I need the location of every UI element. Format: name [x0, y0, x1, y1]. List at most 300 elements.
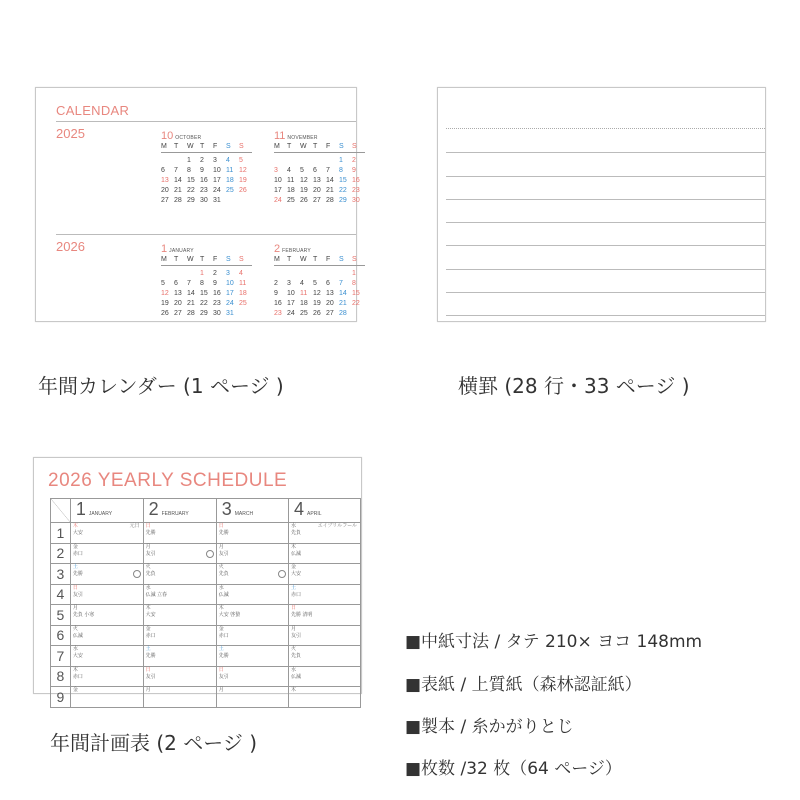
day-number: 11: [300, 290, 308, 297]
rokuyo: 赤口: [218, 632, 229, 639]
weekday-label: T: [174, 255, 187, 266]
day-number: 17: [287, 300, 295, 307]
day-cell: [216, 543, 288, 564]
month-name: APRIL: [307, 511, 322, 517]
rokuyo: 赤口: [72, 673, 83, 680]
rokuyo: 赤口: [291, 591, 302, 598]
day-number: 8: [352, 280, 356, 287]
yearly-schedule-preview: [33, 457, 362, 705]
rokuyo: 先負: [291, 653, 302, 659]
day-number: 4: [287, 167, 291, 174]
day-number: 12: [161, 290, 169, 297]
day-number: 18: [226, 177, 234, 184]
day-number: 7: [339, 280, 343, 287]
month-number: 2: [148, 499, 159, 519]
month-grid: [274, 142, 384, 205]
weekday-label: S: [352, 255, 365, 266]
day-number: 12: [300, 177, 308, 184]
rokuyo: 友引: [145, 550, 156, 557]
rokuyo: 友引: [218, 550, 229, 557]
day-number: 18: [300, 300, 308, 307]
month-grid: [161, 255, 271, 318]
rokuyo: 先負 小寒: [72, 612, 95, 618]
day-cell: [289, 646, 361, 667]
day-number: 3: [226, 270, 230, 277]
weekday: 火: [72, 625, 78, 632]
day-number: 15: [352, 290, 360, 297]
weekday: 月: [72, 605, 78, 611]
day-cell: [70, 564, 143, 585]
rokuyo: 大安 啓蟄: [218, 612, 241, 618]
weekday: 土: [72, 564, 78, 570]
weekday: 火: [218, 564, 224, 570]
day-cell: [289, 564, 361, 585]
day-number: 26: [300, 197, 308, 204]
ruled-line: [446, 269, 765, 270]
spec-pages: ■枚数 /32 枚（64 ページ）: [405, 759, 622, 779]
rokuyo: 先勝: [218, 530, 229, 536]
day-number: 23: [200, 187, 208, 194]
calendar-month: [161, 243, 271, 318]
day-number: 2: [274, 280, 278, 287]
day-cell: [70, 646, 143, 667]
day-number: 17: [226, 290, 234, 297]
day-cell: [216, 584, 288, 605]
table-row: [51, 543, 361, 564]
day-number: 20: [326, 300, 334, 307]
rokuyo: 先負: [145, 571, 156, 577]
day-cell: [216, 666, 288, 687]
rokuyo: 大安: [145, 612, 156, 618]
ruled-line: [446, 222, 765, 223]
ruled-line: [446, 176, 765, 177]
weekday-label: T: [200, 255, 213, 266]
day-number: 5: [239, 157, 243, 164]
day-number: 25: [287, 197, 295, 204]
day-number: 21: [174, 187, 182, 194]
day-number: 19: [313, 300, 321, 307]
day-number: 8: [187, 167, 191, 174]
ruled-line: [446, 292, 765, 293]
table-row: [51, 666, 361, 687]
empty-cell: [161, 156, 174, 165]
weekday-label: F: [213, 142, 226, 153]
day-cell: [216, 523, 288, 544]
day-number: 1: [187, 157, 191, 164]
weekday: 木: [145, 605, 151, 611]
day-number: 11: [239, 280, 247, 287]
weekday: 水: [291, 523, 297, 529]
day-number: 2: [200, 157, 204, 164]
month-header: [70, 499, 143, 523]
weekday-label: F: [326, 255, 339, 266]
day-number: 5: [161, 280, 165, 287]
day-number: 7: [51, 646, 71, 667]
day-number: 27: [161, 197, 169, 204]
rokuyo: 先勝 清明: [291, 612, 313, 618]
weekday-label: W: [300, 142, 313, 153]
spec-cover: ■表紙 / 上質紙（森林認証紙）: [405, 675, 642, 695]
day-number: 18: [287, 187, 295, 194]
day-cell: [216, 605, 288, 626]
table-row: [51, 584, 361, 605]
day-number: 4: [51, 584, 71, 605]
day-cell: [289, 543, 361, 564]
weekday: 水: [291, 666, 297, 673]
day-number: 3: [51, 564, 71, 585]
day-number: 1: [352, 270, 356, 277]
day-number: 16: [200, 177, 208, 184]
day-cell: [143, 543, 216, 564]
weekday: 金: [291, 564, 297, 570]
weekday-label: T: [287, 255, 300, 266]
day-number: 14: [326, 177, 334, 184]
day-cell: [70, 666, 143, 687]
rokuyo: 赤口: [72, 550, 83, 557]
weekday-label: W: [187, 255, 200, 266]
weekday-label: F: [213, 255, 226, 266]
weekday: 月: [145, 687, 151, 693]
day-number: 11: [287, 177, 295, 184]
rokuyo: 仏滅: [218, 591, 229, 598]
day-number: 10: [287, 290, 295, 297]
day-number: 23: [274, 310, 282, 317]
month-name: MARCH: [234, 511, 254, 517]
month-header: [274, 243, 384, 255]
caption-schedule: 年間計画表 (2 ページ ): [50, 731, 258, 755]
month-name: NOVEMBER: [287, 135, 318, 141]
weekday-label: S: [226, 142, 239, 153]
day-number: 4: [300, 280, 304, 287]
day-number: 5: [300, 167, 304, 174]
divider: [56, 234, 356, 235]
day-number: 25: [300, 310, 308, 317]
day-number: 1: [51, 523, 71, 544]
day-cell: [289, 687, 361, 708]
day-number: 7: [187, 280, 191, 287]
day-number: 24: [213, 187, 221, 194]
day-number: 12: [313, 290, 321, 297]
weekday-label: S: [239, 255, 252, 266]
empty-cell: [300, 269, 313, 278]
weekday-label: M: [161, 142, 174, 153]
ruled-line: [446, 315, 765, 316]
weekday-label: M: [274, 142, 287, 153]
day-number: 8: [200, 280, 204, 287]
calendar-month: [274, 130, 384, 205]
weekday-label: M: [161, 255, 174, 266]
day-number: 24: [226, 300, 234, 307]
day-cell: [216, 625, 288, 646]
day-number: 21: [187, 300, 195, 307]
day-cell: [70, 605, 143, 626]
month-name: FEBRUARY: [161, 511, 189, 517]
rokuyo: 先勝: [145, 653, 156, 659]
day-number: 6: [51, 625, 71, 646]
month-name: JANUARY: [169, 248, 194, 254]
day-number: 5: [313, 280, 317, 287]
weekday: 木: [218, 605, 224, 611]
day-cell: [143, 584, 216, 605]
divider: [56, 121, 356, 122]
day-number: 26: [161, 310, 169, 317]
day-number: 15: [200, 290, 208, 297]
weekday: 日: [145, 523, 151, 529]
day-number: 9: [352, 167, 356, 174]
day-number: 10: [226, 280, 234, 287]
weekday-label: T: [174, 142, 187, 153]
empty-cell: [161, 269, 174, 278]
month-header: [216, 499, 288, 523]
empty-cell: [300, 156, 313, 165]
day-number: 12: [239, 167, 247, 174]
day-number: 26: [313, 310, 321, 317]
ruled-line: [446, 245, 765, 246]
weekday: 日: [145, 666, 151, 673]
calendar-month: [274, 243, 384, 318]
caption-lined: 横罫 (28 行・33 ページ ): [458, 374, 690, 398]
weekday-label: S: [239, 142, 252, 153]
day-number: 5: [51, 605, 71, 626]
day-number: 28: [339, 310, 347, 317]
weekday-label: S: [339, 142, 352, 153]
calendar-year: 2025: [56, 126, 85, 141]
table-row: [51, 646, 361, 667]
month-name: FEBRUARY: [282, 248, 311, 254]
day-number: 4: [226, 157, 230, 164]
moon-phase-icon: [133, 570, 141, 578]
day-number: 6: [313, 167, 317, 174]
day-number: 6: [326, 280, 330, 287]
weekday: 土: [218, 646, 224, 652]
day-number: 6: [174, 280, 178, 287]
day-number: 13: [174, 290, 182, 297]
rokuyo: 赤口: [145, 632, 156, 639]
weekday-label: M: [274, 255, 287, 266]
weekday-label: T: [200, 142, 213, 153]
day-number: 31: [226, 310, 234, 317]
weekday-label: F: [326, 142, 339, 153]
table-row: [51, 605, 361, 626]
day-number: 20: [313, 187, 321, 194]
day-number: 22: [352, 300, 360, 307]
empty-cell: [274, 269, 287, 278]
month-header: [289, 499, 361, 523]
day-number: 8: [51, 666, 71, 687]
table-row: [51, 523, 361, 544]
day-number: 28: [187, 310, 195, 317]
day-number: 1: [200, 270, 204, 277]
month-header: [161, 130, 271, 142]
rokuyo: 先勝: [218, 653, 229, 659]
day-number: 19: [161, 300, 169, 307]
month-grid: [161, 142, 271, 205]
rokuyo: 先勝: [72, 571, 83, 577]
day-cell: [70, 687, 143, 708]
day-cell: [143, 646, 216, 667]
day-number: 15: [187, 177, 195, 184]
weekday: 土: [145, 646, 151, 652]
day-number: 26: [239, 187, 247, 194]
day-number: 27: [326, 310, 334, 317]
rokuyo: 大安: [291, 571, 302, 577]
calendar-page-preview: [35, 87, 360, 322]
day-number: 15: [339, 177, 347, 184]
day-cell: [143, 605, 216, 626]
month-header: [161, 243, 271, 255]
weekday-label: S: [339, 255, 352, 266]
rokuyo: 大安: [72, 653, 83, 659]
schedule-title: 2026 YEARLY SCHEDULE: [48, 470, 288, 491]
day-note: エイプリルフール: [317, 523, 357, 529]
empty-cell: [326, 269, 339, 278]
day-number: 22: [200, 300, 208, 307]
day-number: 16: [274, 300, 282, 307]
day-cell: [70, 543, 143, 564]
lined-page-preview: [437, 87, 766, 322]
day-number: 10: [213, 167, 221, 174]
month-number: 1: [75, 499, 86, 519]
day-note: 元日: [129, 523, 140, 529]
corner-cell: [51, 499, 71, 523]
table-row: [51, 564, 361, 585]
day-number: 14: [339, 290, 347, 297]
moon-phase-icon: [206, 550, 214, 558]
weekday: 木: [291, 543, 297, 550]
day-number: 16: [213, 290, 221, 297]
weekday: 日: [291, 605, 297, 611]
rokuyo: 仏滅 立春: [145, 591, 167, 598]
rokuyo: 大安: [72, 530, 83, 536]
day-number: 30: [200, 197, 208, 204]
rokuyo: 友引: [72, 591, 83, 598]
moon-phase-icon: [278, 570, 286, 578]
day-number: 30: [213, 310, 221, 317]
day-number: 11: [226, 167, 234, 174]
day-number: 16: [352, 177, 360, 184]
day-cell: [289, 625, 361, 646]
weekday: 金: [72, 687, 78, 693]
schedule-table: [50, 498, 361, 708]
rokuyo: 友引: [145, 673, 156, 680]
month-number: 4: [294, 499, 305, 519]
day-number: 30: [352, 197, 360, 204]
table-row: [51, 687, 361, 708]
day-number: 24: [287, 310, 295, 317]
weekday: 月: [218, 687, 224, 693]
weekday-label: W: [300, 255, 313, 266]
day-number: 17: [274, 187, 282, 194]
empty-cell: [187, 269, 200, 278]
ruled-line: [446, 128, 765, 130]
weekday-label: T: [313, 255, 326, 266]
rokuyo: 先負: [291, 530, 302, 536]
spec-size: ■中紙寸法 / タテ 210× ヨコ 148mm: [405, 632, 703, 652]
rokuyo: 先勝: [145, 530, 156, 536]
day-number: 13: [313, 177, 321, 184]
empty-cell: [287, 156, 300, 165]
month-header: [143, 499, 216, 523]
day-number: 24: [274, 197, 282, 204]
day-number: 23: [352, 187, 360, 194]
table-row: [51, 625, 361, 646]
weekday-label: S: [352, 142, 365, 153]
empty-cell: [274, 156, 287, 165]
day-cell: [289, 605, 361, 626]
empty-cell: [326, 156, 339, 165]
day-cell: [143, 523, 216, 544]
day-number: 2: [352, 157, 356, 164]
day-number: 13: [161, 177, 169, 184]
day-number: 1: [339, 157, 343, 164]
day-number: 20: [161, 187, 169, 194]
rokuyo: 仏滅: [72, 632, 83, 639]
day-number: 28: [174, 197, 182, 204]
day-number: 9: [51, 687, 71, 708]
day-number: 19: [239, 177, 247, 184]
day-number: 29: [200, 310, 208, 317]
weekday-label: T: [313, 142, 326, 153]
month-number: 2: [274, 243, 281, 255]
day-number: 25: [226, 187, 234, 194]
day-number: 21: [326, 187, 334, 194]
weekday-label: W: [187, 142, 200, 153]
day-number: 27: [174, 310, 182, 317]
day-number: 7: [174, 167, 178, 174]
day-number: 25: [239, 300, 247, 307]
day-number: 29: [339, 197, 347, 204]
day-number: 9: [200, 167, 204, 174]
ruled-line: [446, 152, 765, 153]
day-number: 23: [213, 300, 221, 307]
weekday: 木: [72, 666, 78, 673]
day-number: 19: [300, 187, 308, 194]
weekday: 金: [72, 543, 78, 550]
day-number: 29: [187, 197, 195, 204]
day-number: 21: [339, 300, 347, 307]
day-cell: [70, 584, 143, 605]
rokuyo: 先負: [218, 571, 229, 577]
weekday: 月: [291, 625, 297, 632]
empty-cell: [174, 156, 187, 165]
weekday: 水: [145, 584, 151, 591]
empty-cell: [287, 269, 300, 278]
day-number: 14: [174, 177, 182, 184]
day-cell: [70, 523, 143, 544]
empty-cell: [174, 269, 187, 278]
day-cell: [216, 687, 288, 708]
weekday: 日: [218, 523, 224, 529]
day-cell: [143, 687, 216, 708]
day-number: 14: [187, 290, 195, 297]
weekday: 月: [145, 543, 151, 550]
day-number: 18: [239, 290, 247, 297]
month-header: [274, 130, 384, 142]
calendar-year: 2026: [56, 239, 85, 254]
weekday: 水: [218, 584, 224, 591]
empty-cell: [313, 156, 326, 165]
weekday: 木: [72, 523, 78, 529]
calendar-title: CALENDAR: [56, 103, 130, 118]
day-cell: [289, 666, 361, 687]
ruled-line: [446, 199, 765, 200]
day-cell: [143, 666, 216, 687]
day-cell: [216, 646, 288, 667]
day-number: 22: [187, 187, 195, 194]
empty-cell: [313, 269, 326, 278]
day-cell: [216, 564, 288, 585]
day-number: 2: [213, 270, 217, 277]
